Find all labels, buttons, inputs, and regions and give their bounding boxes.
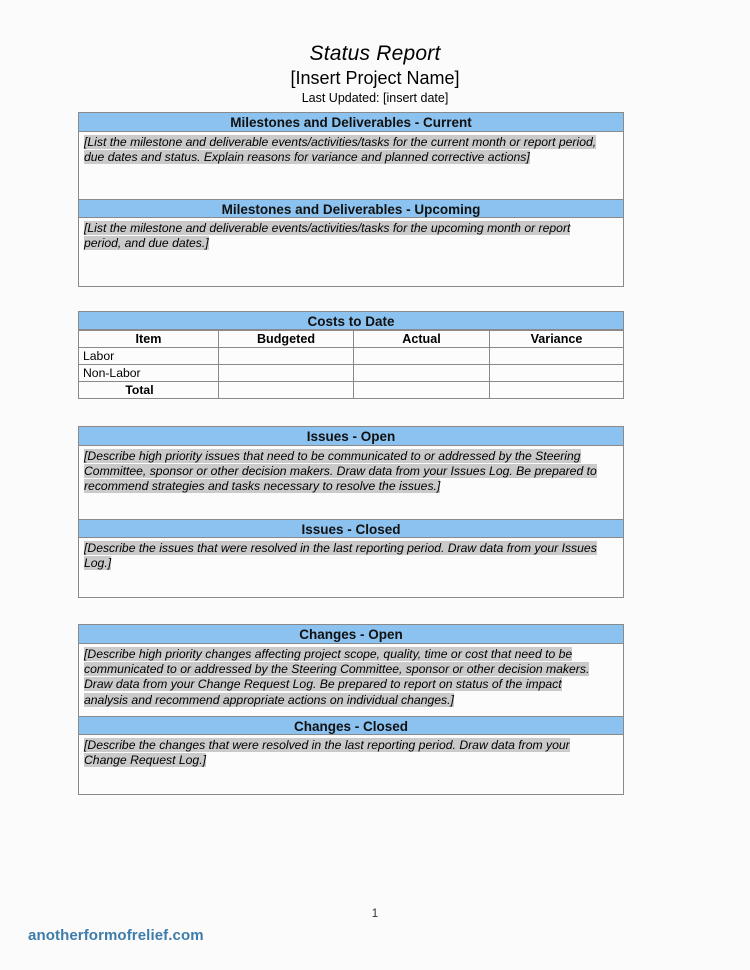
costs-table bbox=[78, 330, 624, 399]
table-header-row bbox=[79, 331, 624, 348]
section-header-milestones-upcoming: Milestones and Deliverables - Upcoming bbox=[79, 199, 623, 218]
row-label-total: Total bbox=[79, 382, 219, 399]
table-row bbox=[79, 365, 624, 382]
cell-labor-variance[interactable] bbox=[490, 348, 624, 365]
section-body-issues-closed[interactable] bbox=[79, 538, 623, 596]
cell-total-variance[interactable] bbox=[490, 382, 624, 399]
cell-labor-actual[interactable] bbox=[354, 348, 490, 365]
column-header-variance: Variance bbox=[490, 331, 624, 348]
body-line: Change Request Log.] bbox=[84, 753, 206, 768]
body-line: Draw data from your Change Request Log. Be prepared to report on status of the impact bbox=[84, 677, 562, 692]
page-title: Status Report bbox=[309, 42, 441, 65]
last-updated-text: Last Updated: [insert date] bbox=[301, 91, 449, 105]
body-line: due dates and status. Explain reasons for variance and planned corrective actions] bbox=[84, 150, 530, 165]
section-header-issues-closed: Issues - Closed bbox=[79, 519, 623, 538]
section-body-issues-open[interactable] bbox=[79, 446, 623, 519]
watermark-url: anotherformofrelief.com bbox=[28, 927, 204, 944]
body-line: [Describe high priority issues that need to be communicated to or addressed by the Steering bbox=[84, 449, 581, 463]
body-line: Log.] bbox=[84, 556, 112, 571]
body-line: Committee, sponsor or other decision makers. Draw data from your Issues Log. Be prepared to bbox=[84, 464, 597, 479]
body-line: period, and due dates.] bbox=[84, 236, 209, 251]
table-row bbox=[79, 348, 624, 365]
costs-group bbox=[78, 311, 624, 397]
body-line: [Describe high priority changes affecting project scope, quality, time or cost that need to be bbox=[84, 647, 573, 661]
section-body-milestones-current[interactable] bbox=[79, 132, 623, 199]
section-header-milestones-current: Milestones and Deliverables - Current bbox=[79, 113, 623, 132]
section-header-changes-closed: Changes - Closed bbox=[79, 716, 623, 735]
column-header-actual: Actual bbox=[354, 331, 490, 348]
table-row bbox=[79, 382, 624, 399]
title-block bbox=[0, 42, 750, 106]
column-header-item: Item bbox=[79, 331, 219, 348]
issues-group bbox=[78, 426, 624, 598]
section-header-issues-open: Issues - Open bbox=[79, 427, 623, 446]
section-body-milestones-upcoming[interactable] bbox=[79, 218, 623, 285]
column-header-budgeted: Budgeted bbox=[219, 331, 354, 348]
section-body-changes-open[interactable] bbox=[79, 644, 623, 716]
row-label-labor: Labor bbox=[79, 348, 219, 365]
project-name-placeholder: [Insert Project Name] bbox=[290, 68, 460, 88]
page-number: 1 bbox=[371, 908, 379, 920]
body-line: recommend strategies and tasks necessary to resolve the issues.] bbox=[84, 479, 441, 494]
cell-total-actual[interactable] bbox=[354, 382, 490, 399]
section-body-changes-closed[interactable] bbox=[79, 735, 623, 792]
cell-non-labor-variance[interactable] bbox=[490, 365, 624, 382]
section-header-costs: Costs to Date bbox=[78, 311, 624, 330]
body-line: [List the milestone and deliverable events/activities/tasks for the upcoming month or report bbox=[84, 221, 571, 235]
cell-non-labor-budgeted[interactable] bbox=[219, 365, 354, 382]
body-line: [Describe the issues that were resolved in the last reporting period. Draw data from your Issues bbox=[84, 541, 597, 555]
row-label-non-labor: Non-Labor bbox=[79, 365, 219, 382]
body-line: [Describe the changes that were resolved in the last reporting period. Draw data from your bbox=[84, 738, 570, 752]
body-line: [List the milestone and deliverable events/activities/tasks for the current month or report period, bbox=[84, 135, 597, 149]
cell-labor-budgeted[interactable] bbox=[219, 348, 354, 365]
cell-total-budgeted[interactable] bbox=[219, 382, 354, 399]
milestones-group bbox=[78, 112, 624, 287]
section-header-changes-open: Changes - Open bbox=[79, 625, 623, 644]
body-line: analysis and recommend appropriate actions on individual changes.] bbox=[84, 692, 454, 707]
changes-group bbox=[78, 624, 624, 795]
body-line: communicated to or addressed by the Steering Committee, sponsor or other decision makers. bbox=[84, 662, 590, 677]
cell-non-labor-actual[interactable] bbox=[354, 365, 490, 382]
